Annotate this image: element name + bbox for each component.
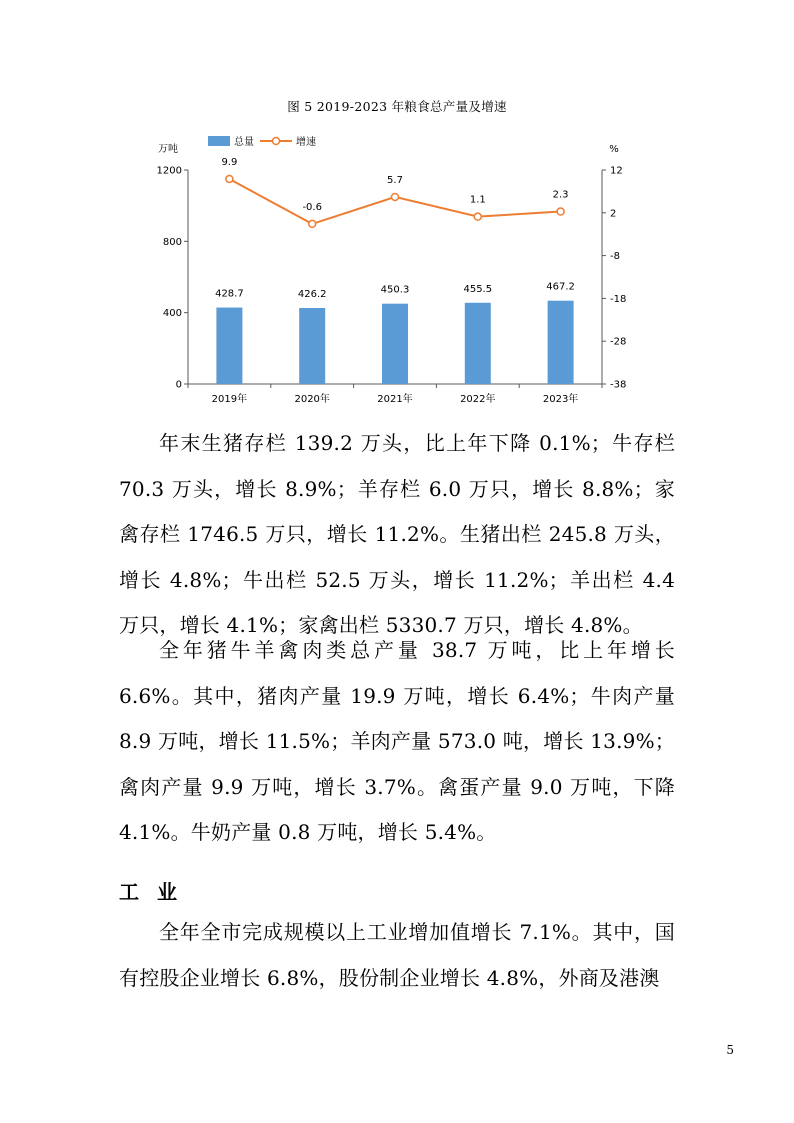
bar-data-label: 426.2 <box>297 288 327 300</box>
legend-line-marker <box>273 138 280 145</box>
right-tick-label: 12 <box>610 165 623 177</box>
right-tick-label: -8 <box>610 251 620 263</box>
left-tick-label: 400 <box>162 308 182 320</box>
bar-total <box>465 303 491 384</box>
right-tick-label: 2 <box>610 208 617 220</box>
left-axis-unit: 万吨 <box>158 144 178 155</box>
growth-data-label: 9.9 <box>221 156 238 168</box>
industry-paragraph: 全年全市完成规模以上工业增加值增长 7.1%。其中，国有控股企业增长 6.8%，股份制企业增长 4.8%，外商及港澳 <box>119 920 675 990</box>
growth-data-label: 2.3 <box>552 189 569 201</box>
bar-total <box>299 308 325 384</box>
bar-total <box>382 304 408 384</box>
left-tick-label: 0 <box>175 379 182 391</box>
bar-data-label: 467.2 <box>546 281 575 293</box>
growth-data-label: 1.1 <box>469 194 486 206</box>
x-tick-label: 2021年 <box>377 394 413 405</box>
legend-bar-swatch <box>208 136 230 146</box>
grain-output-chart <box>150 128 640 418</box>
figure-title: 图 5 2019-2023 年粮食总产量及增速 <box>287 99 507 114</box>
growth-point <box>392 193 399 200</box>
bar-data-label: 450.3 <box>380 284 410 296</box>
legend-line-label: 增速 <box>296 137 316 148</box>
bar-data-label: 455.5 <box>463 283 493 295</box>
left-tick-label: 800 <box>162 236 182 248</box>
right-axis-unit: % <box>609 144 619 155</box>
growth-point <box>474 213 481 220</box>
right-tick-label: -18 <box>610 293 627 305</box>
growth-point <box>309 220 316 227</box>
x-tick-label: 2019年 <box>211 394 248 405</box>
growth-point <box>557 208 564 215</box>
growth-data-label: 5.7 <box>387 174 403 186</box>
right-tick-label: -28 <box>610 336 627 348</box>
bar-data-label: 428.7 <box>215 288 244 300</box>
bar-total <box>216 308 242 384</box>
livestock-paragraph: 年末生猪存栏 139.2 万头，比上年下降 0.1%；牛存栏 70.3 万头，增长 8.9%；羊存栏 6.0 万只，增长 8.8%；家禽存栏 1746.5 万只，增长 11.2%。生猪出栏 245.8 万头，增长 4.8%；牛出栏 52.5 万头，增长 11.2%；羊出栏 4.4 万只，增长 4.1%；家禽出栏 5330.7 万只，增长 4.8%。 <box>119 431 675 637</box>
growth-point <box>226 175 233 182</box>
growth-data-label: -0.6 <box>302 201 322 213</box>
x-tick-label: 2022年 <box>460 394 496 405</box>
meat-output-paragraph: 全年猪牛羊禽肉类总产量 38.7 万吨，比上年增长 6.6%。其中，猪肉产量 19.9 万吨，增长 6.4%；牛肉产量 8.9 万吨，增长 11.5%；羊肉产量 573.0 吨，增长 13.9%；禽肉产量 9.9 万吨，增长 3.7%。禽蛋产量 9.0 万吨，下降 4.1%。牛奶产量 0.8 万吨，增长 5.4%。 <box>119 638 675 844</box>
page-number: 5 <box>726 1043 734 1057</box>
x-tick-label: 2020年 <box>294 394 330 405</box>
section-heading-industry: 工业 <box>119 880 195 904</box>
x-tick-label: 2023年 <box>542 394 579 405</box>
bar-total <box>548 301 574 384</box>
right-tick-label: -38 <box>610 379 627 391</box>
left-tick-label: 1200 <box>156 165 182 177</box>
legend-bar-label: 总量 <box>234 137 254 148</box>
